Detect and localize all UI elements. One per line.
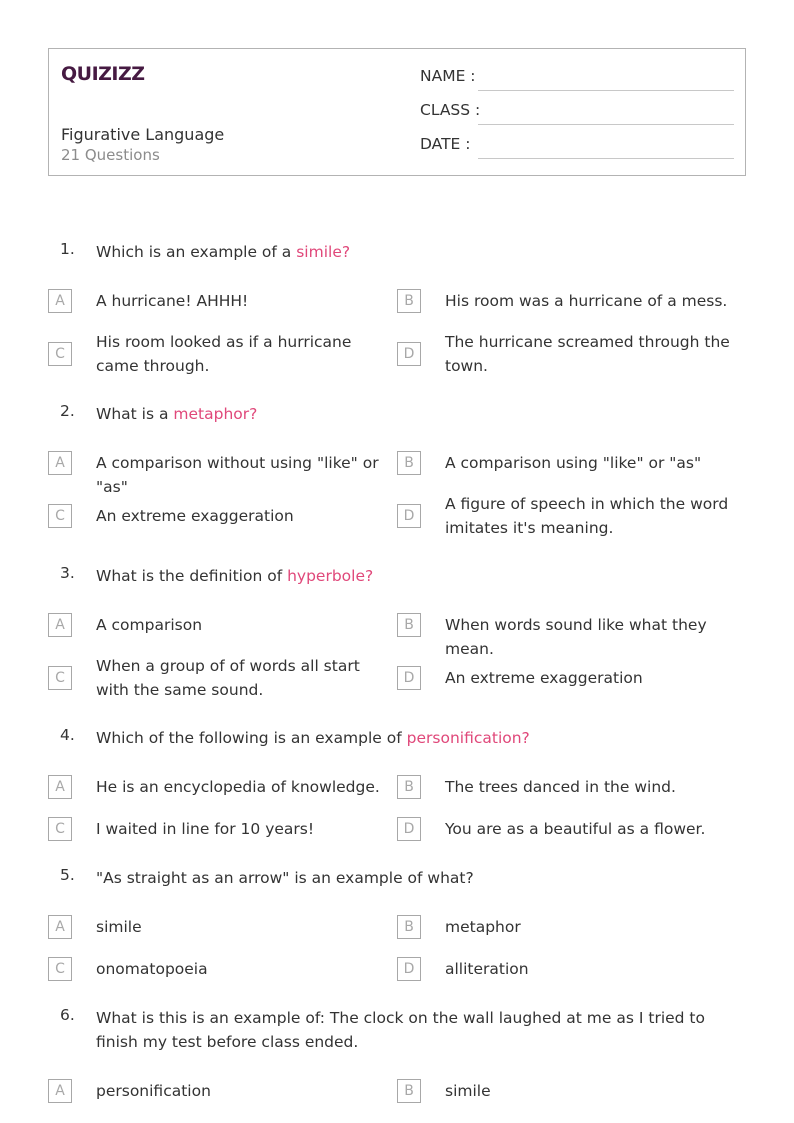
option-d-text: alliteration (445, 960, 529, 978)
option-a-text: A hurricane! AHHH! (96, 292, 249, 310)
worksheet-title: Figurative Language (61, 125, 225, 144)
option-a-box[interactable]: A (48, 775, 72, 799)
option-b-text: A comparison using "like" or "as" (445, 454, 702, 472)
option-a-text: simile (96, 918, 142, 936)
question-keyword: metaphor? (173, 405, 258, 423)
question-prefix: What is the definition of (96, 567, 288, 585)
name-line[interactable] (478, 90, 734, 91)
question-text (96, 866, 746, 890)
option-b-box[interactable]: B (397, 613, 421, 637)
option-d-box[interactable]: D (397, 957, 421, 981)
option-d-text: A figure of speech in which the word imitates it's meaning. (445, 495, 729, 537)
option-c-text: An extreme exaggeration (96, 507, 294, 525)
class-label: CLASS : (420, 101, 481, 119)
option-a-text: A comparison (96, 616, 203, 634)
class-field[interactable] (420, 101, 734, 125)
option-c-text: When a group of of words all start with the same sound. (96, 657, 360, 699)
option-b-text: simile (445, 1082, 491, 1100)
option-c-box[interactable]: C (48, 957, 72, 981)
option-d-box[interactable]: D (397, 504, 421, 528)
option-c-box[interactable]: C (48, 504, 72, 528)
date-field[interactable] (420, 135, 734, 159)
option-c-text: His room looked as if a hurricane came through. (96, 333, 352, 375)
option-c-box[interactable]: C (48, 817, 72, 841)
option-c-text: onomatopoeia (96, 960, 208, 978)
question-text (96, 726, 746, 750)
option-d-box[interactable]: D (397, 342, 421, 366)
question-number: 2. (60, 402, 75, 420)
option-c-text: I waited in line for 10 years! (96, 820, 315, 838)
option-b-text: The trees danced in the wind. (445, 778, 676, 796)
option-a-text: He is an encyclopedia of knowledge. (96, 778, 380, 796)
question-prefix: What is a (96, 405, 174, 423)
option-b-box[interactable]: B (397, 915, 421, 939)
logo-text: QUIZIZZ (61, 63, 145, 85)
worksheet-header (48, 48, 746, 176)
option-d-box[interactable]: D (397, 817, 421, 841)
option-c-box[interactable]: C (48, 342, 72, 366)
option-a-box[interactable]: A (48, 915, 72, 939)
option-b-box[interactable]: B (397, 775, 421, 799)
question-number: 5. (60, 866, 75, 884)
question-keyword: personification? (406, 729, 530, 747)
option-a-text: personification (96, 1082, 211, 1100)
option-c-box[interactable]: C (48, 666, 72, 690)
question-count: 21 Questions (61, 146, 160, 164)
question-prefix: Which of the following is an example of (96, 729, 407, 747)
option-b-text: His room was a hurricane of a mess. (445, 292, 728, 310)
option-a-text: A comparison without using "like" or "as" (96, 454, 379, 496)
question-text (96, 402, 746, 426)
option-b-text: metaphor (445, 918, 521, 936)
class-line[interactable] (478, 124, 734, 125)
question-number: 6. (60, 1006, 75, 1024)
option-d-text: An extreme exaggeration (445, 669, 643, 687)
question-keyword: hyperbole? (287, 567, 374, 585)
option-b-box[interactable]: B (397, 451, 421, 475)
option-a-box[interactable]: A (48, 613, 72, 637)
name-field[interactable] (420, 67, 734, 91)
question-number: 3. (60, 564, 75, 582)
date-label: DATE : (420, 135, 471, 153)
question-number: 4. (60, 726, 75, 744)
question-text (96, 1006, 746, 1054)
option-d-text: You are as a beautiful as a flower. (445, 820, 706, 838)
name-label: NAME : (420, 67, 476, 85)
option-d-text: The hurricane screamed through the town. (445, 333, 730, 375)
quizizz-logo (61, 59, 151, 87)
option-a-box[interactable]: A (48, 1079, 72, 1103)
question-text (96, 240, 746, 264)
option-d-box[interactable]: D (397, 666, 421, 690)
question-prefix: What is this is an example of: The clock on the wall laughed at me as I tried to finish my test before class ended. (96, 1009, 705, 1051)
question-prefix: Which is an example of a (96, 243, 297, 261)
question-prefix: "As straight as an arrow" is an example of what? (96, 869, 474, 887)
question-number: 1. (60, 240, 75, 258)
option-b-box[interactable]: B (397, 289, 421, 313)
option-a-box[interactable]: A (48, 451, 72, 475)
question-text (96, 564, 746, 588)
option-a-box[interactable]: A (48, 289, 72, 313)
option-b-box[interactable]: B (397, 1079, 421, 1103)
date-line[interactable] (478, 158, 734, 159)
question-keyword: simile? (296, 243, 351, 261)
option-b-text: When words sound like what they mean. (445, 616, 707, 658)
